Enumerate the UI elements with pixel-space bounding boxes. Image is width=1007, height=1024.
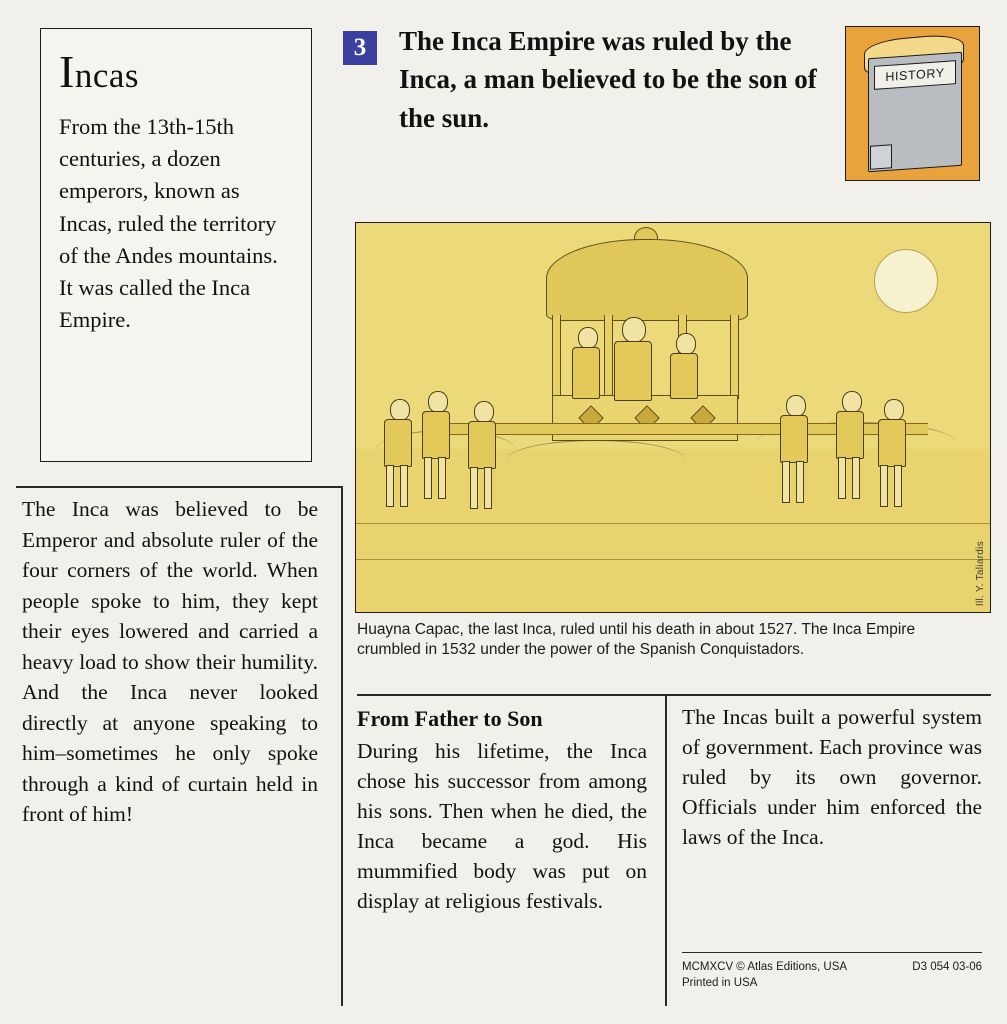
section-number-badge: 3 bbox=[343, 31, 377, 65]
column-from-father-to-son bbox=[357, 706, 647, 917]
bearer-body bbox=[836, 411, 864, 459]
canopy-roof bbox=[546, 239, 748, 321]
column-government: The Incas built a powerful system of government. Each province was ruled by its own governor. Officials under him enforced the laws of the Inca. bbox=[682, 705, 982, 850]
hill-shape bbox=[506, 440, 686, 481]
column-heading: From Father to Son bbox=[357, 706, 543, 731]
history-book-icon bbox=[845, 26, 980, 181]
bearer-body bbox=[878, 419, 906, 467]
bearer-leg bbox=[894, 465, 902, 507]
book-label: HISTORY bbox=[874, 60, 956, 90]
canopy-post bbox=[552, 315, 561, 399]
colophon bbox=[682, 960, 982, 991]
ground-line bbox=[356, 523, 990, 524]
bearer-leg bbox=[386, 465, 394, 507]
header bbox=[343, 22, 991, 187]
inca-emperor-head bbox=[622, 317, 646, 343]
rider-body bbox=[670, 353, 698, 399]
illustration-caption: Huayna Capac, the last Inca, ruled until his death in about 1527. The Inca Empire crumbled in 1532 under the power of the Spanish Conquistadors. bbox=[357, 621, 916, 659]
ground-line bbox=[356, 559, 990, 560]
title-rest: ncas bbox=[74, 56, 140, 95]
vertical-divider-left bbox=[341, 486, 343, 1006]
column-body: During his lifetime, the Inca chose his successor from among his sons. Then when he died, the Inca became a god. His mummified body was put on display at religious festivals. bbox=[357, 739, 647, 914]
intro-paragraph: From the 13th-15th centuries, a dozen emperors, known as Incas, ruled the territory of the Andes mountains. It was called the Inca Empire. bbox=[59, 114, 278, 333]
bearer-head bbox=[428, 391, 448, 413]
title-dropcap: I bbox=[59, 46, 75, 97]
bearer-leg bbox=[782, 461, 790, 503]
copyright-text: MCMXCV © Atlas Editions, USA bbox=[682, 961, 848, 973]
illustration bbox=[355, 222, 991, 613]
bearer-leg bbox=[484, 467, 492, 509]
bearer-leg bbox=[400, 465, 408, 507]
product-code: D3 054 03-06 bbox=[912, 961, 982, 973]
rider-head bbox=[676, 333, 696, 355]
artist-credit: Ill. Y. Taliardis bbox=[975, 540, 986, 606]
bearer-head bbox=[390, 399, 410, 421]
printed-in-text: Printed in USA bbox=[682, 976, 758, 989]
rider-body bbox=[572, 347, 600, 399]
bearer-head bbox=[842, 391, 862, 413]
left-body-paragraph: The Inca was believed to be Emperor and absolute ruler of the four corners of the world. When people spoke to him, they kept their eyes lowered and carried a heavy load to show their humility. And the Inca never looked directly at anyone speaking to him–sometimes he only spoke through a kind of curtain held in front of him! bbox=[22, 497, 318, 827]
headline: The Inca Empire was ruled by the Inca, a man believed to be the son of the sun. bbox=[399, 26, 817, 133]
bearer-leg bbox=[838, 457, 846, 499]
bearer-body bbox=[422, 411, 450, 459]
inca-emperor-body bbox=[614, 341, 652, 401]
rider-head bbox=[578, 327, 598, 349]
page-title bbox=[59, 46, 293, 97]
sun-icon bbox=[874, 249, 938, 313]
bearer-body bbox=[780, 415, 808, 463]
vertical-divider-middle bbox=[665, 694, 667, 1006]
book-spine-icon bbox=[870, 144, 892, 170]
horizontal-divider-left bbox=[16, 486, 342, 488]
bearer-leg bbox=[438, 457, 446, 499]
colophon-divider bbox=[682, 952, 982, 953]
bearer-head bbox=[884, 399, 904, 421]
bearer-body bbox=[384, 419, 412, 467]
bearer-head bbox=[474, 401, 494, 423]
canopy-post bbox=[730, 315, 739, 399]
horizontal-divider-middle bbox=[357, 694, 991, 696]
bearer-leg bbox=[880, 465, 888, 507]
bearer-head bbox=[786, 395, 806, 417]
bearer-body bbox=[468, 421, 496, 469]
bearer-leg bbox=[424, 457, 432, 499]
title-box bbox=[40, 28, 312, 462]
bearer-leg bbox=[470, 467, 478, 509]
bearer-leg bbox=[852, 457, 860, 499]
canopy-post bbox=[604, 315, 613, 399]
bearer-leg bbox=[796, 461, 804, 503]
